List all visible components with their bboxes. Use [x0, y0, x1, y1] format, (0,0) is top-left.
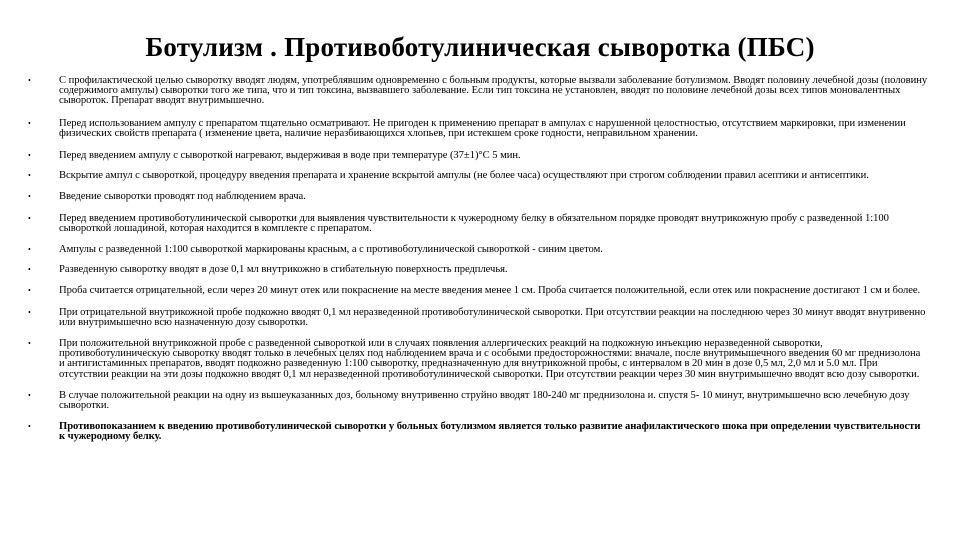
list-item — [28, 192, 928, 202]
list-item — [28, 339, 928, 380]
bullet-list — [28, 76, 928, 443]
list-item-text: Перед использованием ампулу с препаратом тщательно осматривают. Не пригоден к применению препарат в ампулах с нарушенной целостностью, отсутствием маркировки, при изменении физических свойств препарата ( изменение цвета, наличие неразбивающихся хлопьев, при истекшем сроке годности, неправильном хранении. — [59, 117, 906, 139]
bullet-icon: • — [28, 422, 31, 432]
bullet-icon: • — [28, 286, 31, 296]
list-item-text: Введение сыворотки проводят под наблюдением врача. — [59, 191, 306, 203]
bullet-icon: • — [28, 118, 31, 128]
list-item — [28, 171, 928, 181]
list-item — [28, 119, 928, 139]
list-item — [28, 265, 928, 275]
list-item-text: В случае положительной реакции на одну из вышеуказанных доз, больному внутривенно струйно вводят 180-240 мг преднизолона и. спустя 5- 10 минут, внутримышечно всю лечебную дозу сыворотки. — [59, 389, 910, 412]
list-item-text: Противопоказанием к введению противоботулинической сыворотки у больных ботулизмом является только развитие анафилактического шока при определении чувствительности к чужеродному белку. — [59, 421, 921, 443]
list-item — [28, 286, 928, 296]
bullet-icon: • — [28, 245, 31, 255]
list-item-text: При отрицательной внутрикожной пробе подкожно вводят 0,1 мл неразведенной противоботулинической сыворотки. При отсутствии реакции на последнюю через 30 минут вводят внутривенно или внутримышечно всю назначенную дозу сыворотки. — [59, 306, 926, 328]
bullet-icon: • — [28, 171, 31, 181]
slide-title: Ботулизм . Противоботулиническая сыворотка (ПБС) — [145, 32, 815, 62]
list-item-text: Разведенную сыворотку вводят в дозе 0,1 мл внутрикожно в сгибательную поверхность предплечья. — [59, 264, 508, 276]
bullet-icon: • — [28, 76, 31, 85]
bullet-icon: • — [28, 213, 31, 223]
list-item — [28, 391, 928, 411]
list-item — [28, 76, 928, 107]
list-item-contraindication — [28, 422, 928, 442]
list-item — [28, 214, 928, 234]
list-item — [28, 151, 928, 161]
bullet-icon: • — [28, 151, 31, 161]
list-item-text: Перед введением противоботулинической сыворотки для выявления чувствительности к чужеродному белку в обязательном порядке проводят внутрикожную пробу с разведенной 1:100 сывороткой лошадиной, которая находится в комплекте с препаратом. — [59, 212, 889, 234]
list-item-text: Перед введением ампулу с сывороткой нагревают, выдерживая в воде при температуре (37±1)°С 5 мин. — [59, 150, 521, 162]
list-item-text: С профилактической целью сыворотку вводят людям, употреблявшим одновременно с больным продукты, которые вызвали заболевание ботулизмом. Вводят половину лечебной дозы (половину содержимого ампулы) сыворотки того же типа, что и тип токсина, вызвавшего заболевание. Если тип токсина не установлен, вводят по половине лечебной дозы всех типов моновалентных сывороток. Препарат вводят внутримышечно. — [59, 75, 928, 107]
bullet-icon: • — [28, 265, 31, 275]
list-item — [28, 245, 928, 255]
list-item-text: Проба считается отрицательной, если через 20 минут отек или покраснение на месте введения менее 1 см. Проба считается положительной, если отек или покраснение достигают 1 см и более. — [59, 285, 921, 297]
bullet-icon: • — [28, 339, 31, 349]
list-item-text: Ампулы с разведенной 1:100 сывороткой маркированы красным, а с противоботулинической сывороткой - синим цветом. — [59, 244, 603, 256]
bullet-icon: • — [28, 307, 31, 317]
bullet-icon: • — [28, 192, 31, 202]
bullet-icon: • — [28, 390, 31, 400]
list-item-text: При положительной внутрикожной пробе с разведенной сывороткой или в случаях появления аллергических реакций на подкожную инъекцию неразведенной сыворотки, противоботулиническую сыворотку вводят только в лечебных целях под наблюдением врача и с особыми предосторожностями: вначале, после внутримышечного введения 60 мг преднизолона и антигистаминных препаратов, вводят подкожно разведенную 1:100 сыворотку, предназначенную для внутрикожной пробы, с интервалом в 20 мин в дозе 0,5 мл, 2,0 мл и 5.0 мл. При отсутствии реакции на эти дозы подкожно вводят 0,1 мл неразведенной противоботулинической сыворотки. При отсутствии реакции через 30 мин внутримышечно вводят всю дозу сыворотки. — [59, 338, 921, 380]
list-item — [28, 308, 928, 328]
list-item-text: Вскрытие ампул с сывороткой, процедуру введения препарата и хранение вскрытой ампулы (не более часа) осуществляют при строгом соблюдении правил асептики и антисептики. — [59, 170, 869, 182]
